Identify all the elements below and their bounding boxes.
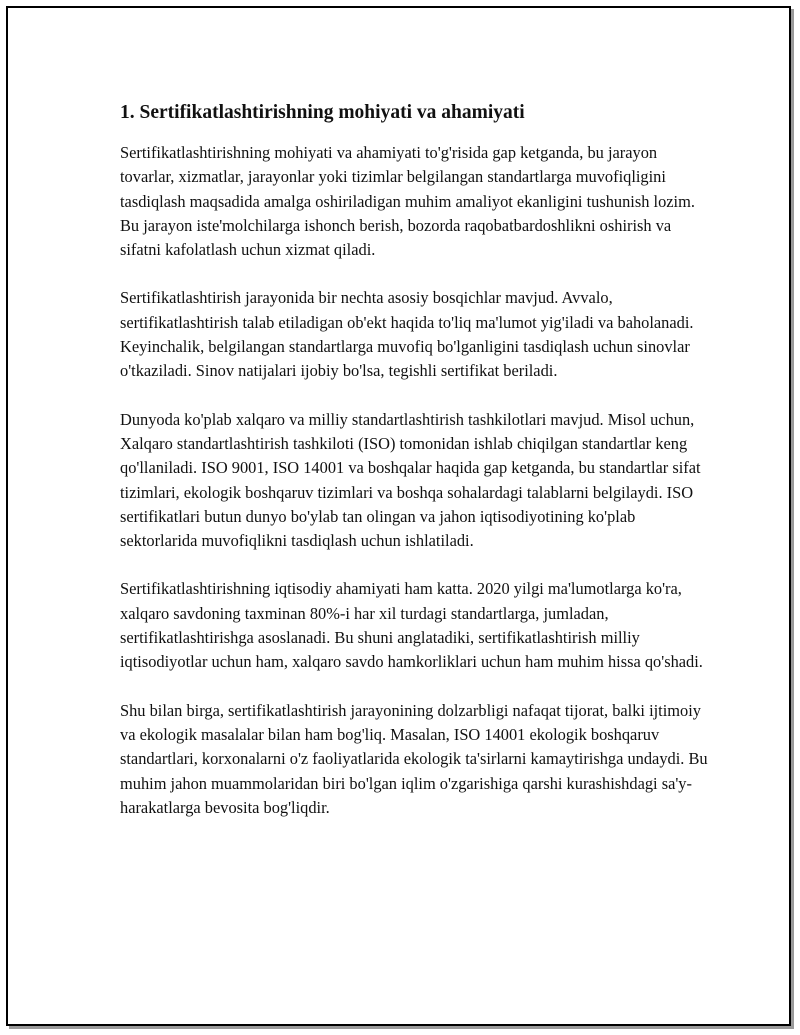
paragraph-5: Shu bilan birga, sertifikatlashtirish jarayonining dolzarbligi nafaqat tijorat, balki ijtimoiy va ekologik masalalar bilan ham bog'liq. Masalan, ISO 14001 ekologik boshqaruv standartlari, korxonalarni o'z faoliyatlarida ekologik ta'sirlarni kamaytirishga undaydi. Bu muhim jahon muammolaridan biri bo'lgan iqlim o'zgarishiga qarshi kurashishdagi sa'y-harakatlarga bevosita bog'liqdir. — [120, 700, 708, 817]
document-page — [6, 6, 791, 1026]
paragraph-4: Sertifikatlashtirishning iqtisodiy ahamiyati ham katta. 2020 yilgi ma'lumotlarga ko'ra, xalqaro savdoning taxminan 80%-i har xil turdagi standartlarga, jumladan, sertifikatlashtirishga asoslanadi. Bu shuni anglatadiki, sertifikatlashtirish milliy iqtisodiyotlar uchun ham, xalqaro savdo hamkorliklari uchun ham muhim hissa qo'shadi. — [120, 579, 703, 672]
paragraph-2: Sertifikatlashtirish jarayonida bir nechta asosiy bosqichlar mavjud. Avvalo, sertifikatlashtirish talab etiladigan ob'ekt haqida to'liq ma'lumot yig'iladi va baholanadi. Keyinchalik, belgilangan standartlarga muvofiq bo'lganligini tasdiqlash uchun sinovlar o'tkaziladi. Sinov natijalari ijobiy bo'lsa, tegishli sertifikat beriladi. — [120, 288, 694, 381]
paragraph-3: Dunyoda ko'plab xalqaro va milliy standartlashtirish tashkilotlari mavjud. Misol uchun, Xalqaro standartlashtirish tashkiloti (ISO) tomonidan ishlab chiqilgan standartlar keng qo'llaniladi. ISO 9001, ISO 14001 va boshqalar haqida gap ketganda, bu standartlar sifat tizimlari, ekologik boshqaruv tizimlari va boshqa sohalardagi talablarni belgilaydi. ISO sertifikatlari butun dunyo bo'ylab tan olingan va jahon iqtisodiyotining ko'plab sektorlarida muvofiqlikni tasdiqlash uchun ishlatiladi. — [120, 409, 701, 551]
section-heading: 1. Sertifikatlashtirishning mohiyati va ahamiyati — [120, 102, 525, 123]
paragraph-1: Sertifikatlashtirishning mohiyati va ahamiyati to'g'risida gap ketganda, bu jarayon tovarlar, xizmatlar, jarayonlar yoki tizimlar belgilangan standartlarga muvofiqligini tasdiqlash maqsadida amalga oshiriladigan muhim amaliyot ekanligini tushunish lozim. Bu jarayon iste'molchilarga ishonch berish, bozorda raqobatbardoshlikni oshirish va sifatni kafolatlash uchun xizmat qiladi. — [120, 143, 695, 260]
document-body — [120, 99, 710, 844]
